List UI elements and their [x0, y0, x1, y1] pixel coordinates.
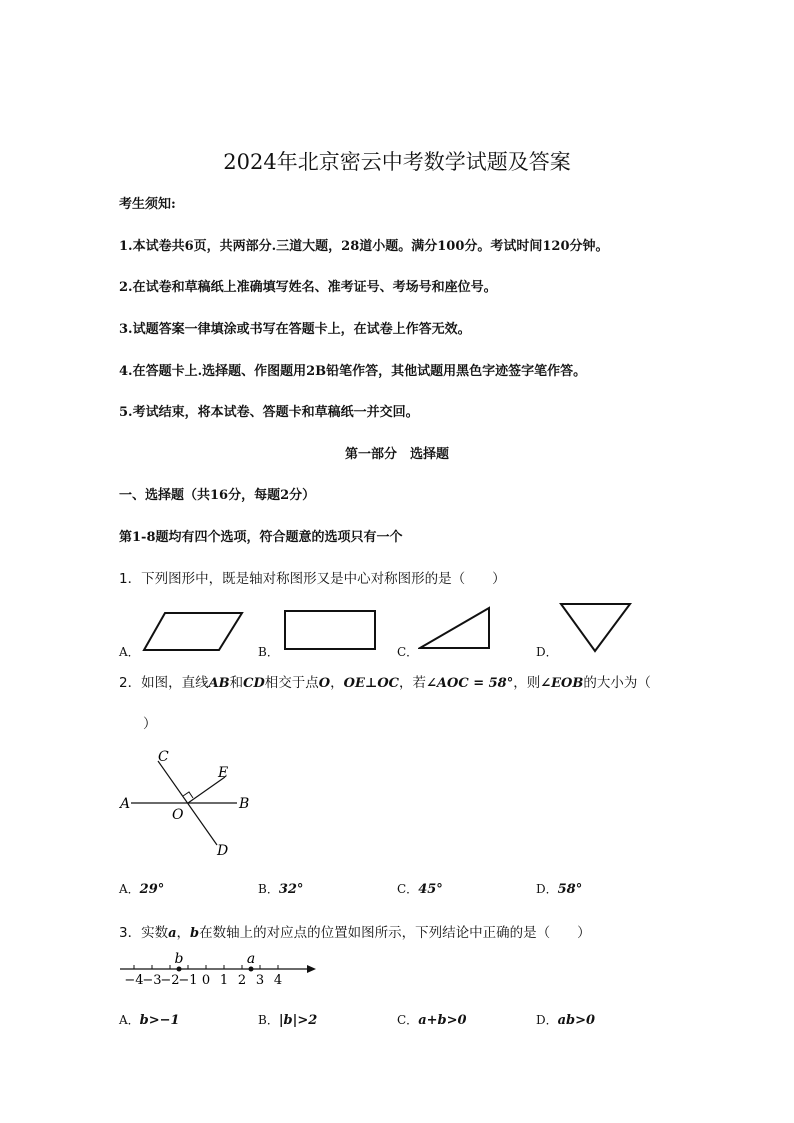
- arrow-icon: [307, 965, 316, 973]
- notice-item: 3.试题答案一律填涂或书写在答题卡上，在试卷上作答无效。: [119, 322, 471, 337]
- q2-geometry-figure: [115, 745, 275, 860]
- question-2-stem-tail: ）: [143, 716, 157, 732]
- number-line-tick-label: −1: [178, 973, 198, 988]
- q3-option-b: B．|b|>2: [258, 1013, 318, 1028]
- question-3-stem: 3．实数a，b在数轴上的对应点的位置如图所示，下列结论中正确的是（ ）: [119, 925, 591, 941]
- q1-option-b: B．: [258, 645, 279, 659]
- label-o: O: [172, 807, 184, 823]
- number-line-tick-label: −4: [124, 973, 144, 988]
- inverted-triangle-icon: [558, 601, 633, 654]
- q2-option-b: B．32°: [258, 882, 304, 897]
- q3-option-d: D．ab>0: [536, 1013, 596, 1028]
- number-line-tick-label: 2: [237, 973, 247, 988]
- number-line-point-b: [177, 967, 182, 972]
- q3-option-c: C．a+b>0: [397, 1013, 467, 1028]
- number-line-point-label: b: [174, 951, 184, 967]
- number-line-tick-label: −2: [160, 973, 180, 988]
- section-heading: 一、选择题（共16分，每题2分）: [119, 488, 316, 503]
- label-b: B: [239, 796, 250, 812]
- rectangle-icon: [283, 609, 378, 652]
- notice-item: 1.本试卷共6页，共两部分.三道大题，28道小题。满分100分。考试时间120分钟。: [119, 239, 609, 254]
- number-line-tick-label: 3: [255, 973, 265, 988]
- right-angle-mark: [183, 792, 193, 798]
- question-2-stem: 2．如图，直线AB和CD相交于点O，OE⊥OC，若∠AOC = 58°，则∠EOB的大小为（: [119, 675, 651, 691]
- part-heading: 第一部分 选择题: [344, 447, 449, 462]
- parallelogram-icon: [142, 610, 246, 655]
- q3-number-line: [118, 948, 323, 990]
- notice-item: 2.在试卷和草稿纸上准确填写姓名、准考证号、考场号和座位号。: [119, 280, 497, 295]
- number-line-point-a: [249, 967, 254, 972]
- notice-item: 4.在答题卡上.选择题、作图题用2B铅笔作答，其他试题用黑色字迹签字笔作答。: [119, 364, 587, 379]
- q3-option-a: A．b>−1: [119, 1013, 180, 1028]
- number-line-tick-label: 4: [273, 973, 283, 988]
- label-a: A: [120, 796, 131, 812]
- number-line-tick-label: 0: [201, 973, 211, 988]
- number-line-tick-label: 1: [219, 973, 229, 988]
- number-line-tick-label: −3: [142, 973, 162, 988]
- notice-heading: 考生须知:: [119, 197, 176, 212]
- q2-option-d: D．58°: [536, 882, 583, 897]
- q2-option-a: A．29°: [119, 882, 165, 897]
- q2-option-c: C．45°: [397, 882, 443, 897]
- page-title: 2024年北京密云中考数学试题及答案: [223, 150, 571, 174]
- number-line-point-label: a: [246, 951, 256, 967]
- q1-option-d: D．: [536, 645, 558, 659]
- right-triangle-icon: [418, 606, 493, 651]
- section-note: 第1-8题均有四个选项，符合题意的选项只有一个: [119, 530, 403, 545]
- notice-item: 5.考试结束，将本试卷、答题卡和草稿纸一并交回。: [119, 405, 419, 420]
- label-e: E: [218, 765, 229, 781]
- label-d: D: [217, 843, 229, 859]
- question-1-stem: 1．下列图形中，既是轴对称图形又是中心对称图形的是（ ）: [119, 571, 506, 587]
- q1-option-c: C．: [397, 645, 419, 659]
- label-c: C: [158, 749, 169, 765]
- q1-option-a: A．: [119, 645, 140, 659]
